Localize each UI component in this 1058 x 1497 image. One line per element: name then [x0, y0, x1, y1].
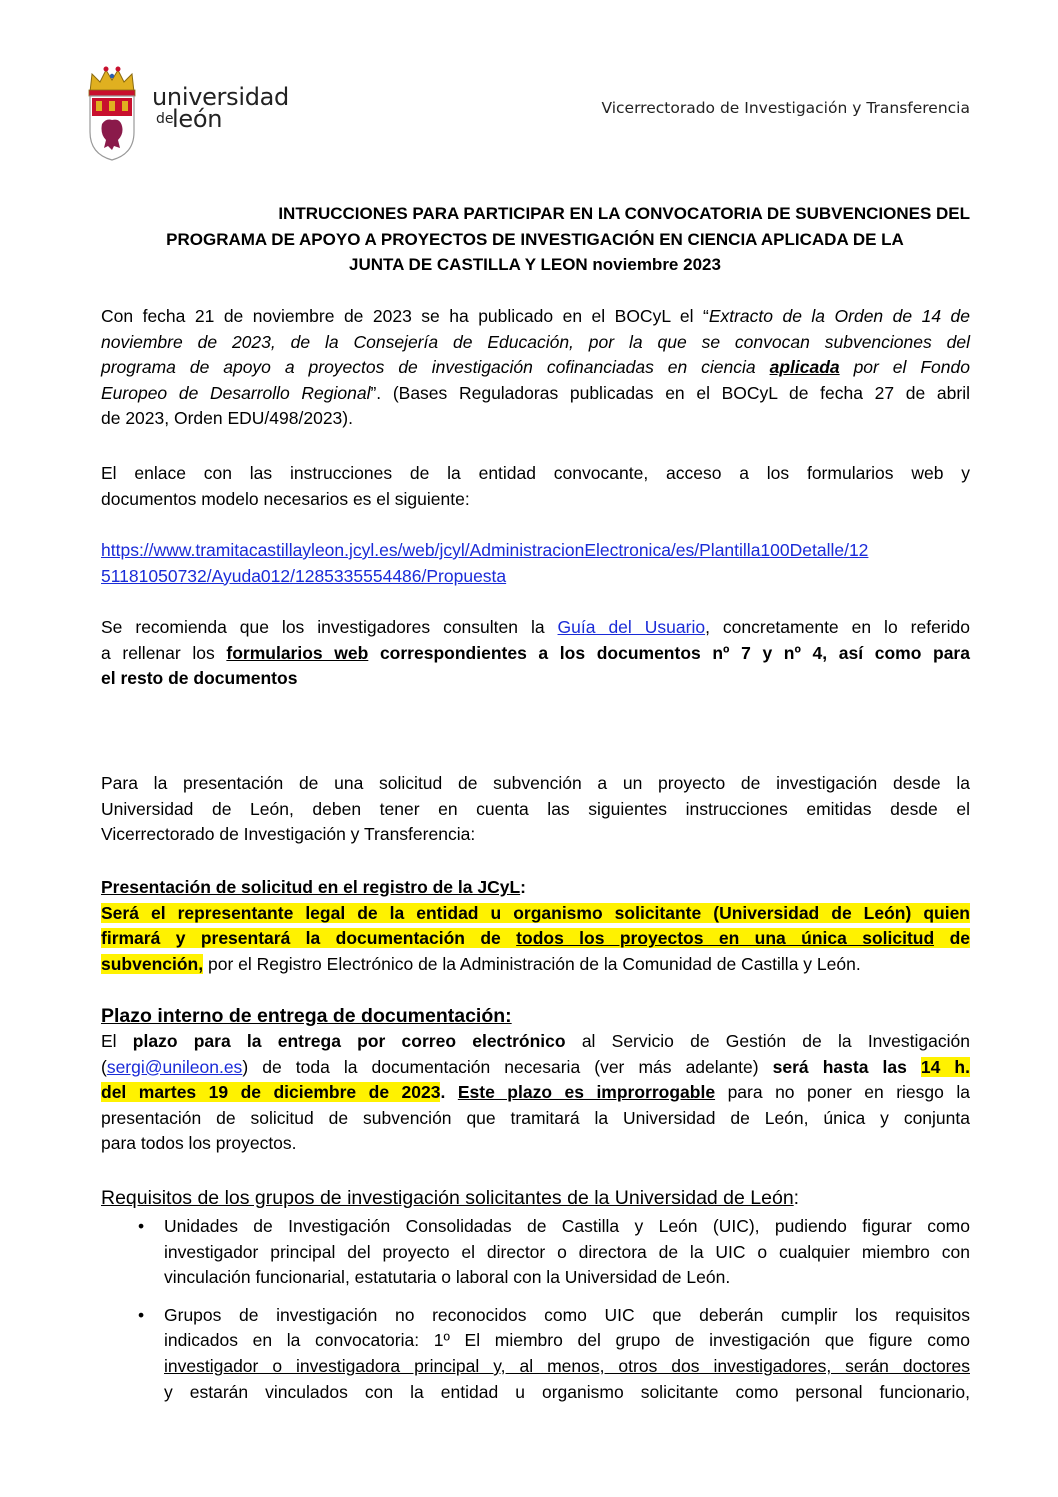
list-item: • Grupos de investigación no reconocidos como UIC que deberán cumplir los requisitos indicados en la convocatoria: 1º El miembro del grupo de investigación que figure como investigador o investigadora principal y, al menos, otros dos investigadores, serán doctores y estarán vinculados con la entidad u organismo solicitante como personal funcionario,	[138, 1304, 970, 1402]
instructions-intro-paragraph: Para la presentación de una solicitud de subvención a un proyecto de investigación desde la Universidad de León, deben tener en cuenta las siguientes instrucciones emitidas desde el Vicerrectorado de Investigación y Transferencia:	[101, 773, 970, 845]
bullet-icon: •	[138, 1216, 145, 1236]
convocatoria-link-line-2[interactable]: 51181050732/Ayuda012/1285335554486/Propuesta	[101, 565, 507, 586]
requirements-section: Requisitos de los grupos de investigación solicitantes de la Universidad de León:	[101, 1187, 800, 1209]
intro-paragraph: Con fecha 21 de noviembre de 2023 se ha publicado en el BOCyL el “Extracto de la Orden de 14 de noviembre de 2023, de la Consejería de Educación, por la que se convocan subvenciones del programa de apoyo a proyectos de investigación cofinanciadas en ciencia aplicada por el Fondo Europeo de Desarrollo Regional”. (Bases Reguladoras publicadas en el BOCyL de fecha 27 de abril de 2023, Orden EDU/498/2023).	[101, 306, 970, 429]
link-intro-paragraph: El enlace con las instrucciones de la entidad convocante, acceso a los formularios web y documentos modelo necesarios es el siguiente:	[101, 463, 970, 509]
university-logo	[80, 62, 292, 170]
title-line-2: PROGRAMA DE APOYO A PROYECTOS DE INVESTIGACIÓN EN CIENCIA APLICADA DE LA	[166, 229, 904, 249]
registration-section: Presentación de solicitud en el registro de la JCyL: Será el representante legal de la entidad u organismo solicitante (Universidad de León) quien firmará y presentará la documentación de todos los proyectos en una única solicitud de subvención, por el Registro Electrónico de la Administración de la Comunidad de Castilla y León.	[101, 877, 970, 974]
convocatoria-link[interactable]	[101, 538, 970, 589]
university-crest-icon	[80, 62, 144, 162]
title-line-3: JUNTA DE CASTILLA Y LEON noviembre 2023	[349, 255, 721, 274]
document-title	[100, 201, 970, 278]
list-item: • Unidades de Investigación Consolidadas de Castilla y León (UIC), pudiendo figurar como investigador principal del proyecto el director o directora de la UIC o cualquier miembro con vinculación funcionarial, estatutaria o laboral con la Universidad de León.	[138, 1216, 970, 1288]
requirements-section-heading: Requisitos de los grupos de investigación solicitantes de la Universidad de León	[101, 1187, 794, 1209]
department-header: Vicerrectorado de Investigación y Transferencia	[601, 99, 970, 117]
deadline-section: Plazo interno de entrega de documentación: El plazo para la entrega por correo electrónico al Servicio de Gestión de la Investigación (sergi@unileon.es) de toda la documentación necesaria (ver más adelante) será hasta las 14 h. del martes 19 de diciembre de 2023. Este plazo es improrrogable para no poner en riesgo la presentación de solicitud de subvención que tramitará la Universidad de León, única y conjunta para todos los proyectos.	[101, 1005, 970, 1154]
contact-email-link[interactable]: sergi@unileon.es	[106, 1056, 243, 1077]
title-line-1: INTRUCCIONES PARA PARTICIPAR EN LA CONVOCATORIA DE SUBVENCIONES DEL	[278, 204, 970, 223]
logo-wordmark-universidad: universidad	[152, 83, 289, 111]
registration-section-heading: Presentación de solicitud en el registro de la JCyL	[101, 877, 521, 897]
requirements-list	[130, 1214, 970, 1405]
logo-wordmark-leon: león	[172, 105, 223, 133]
deadline-section-heading: Plazo interno de entrega de documentación:	[101, 1005, 512, 1027]
convocatoria-link-line-1[interactable]: https://www.tramitacastillayleon.jcyl.es/web/jcyl/AdministracionElectronica/es/Plantilla100Detalle/12	[101, 540, 869, 560]
user-guide-paragraph: Se recomienda que los investigadores consulten la Guía del Usuario, concretamente en lo referido a rellenar los formularios web correspondientes a los documentos nº 7 y nº 4, así como para el resto de documentos	[101, 617, 970, 689]
bullet-icon: •	[138, 1304, 145, 1325]
logo-wordmark-de: de	[156, 111, 174, 127]
user-guide-link[interactable]: Guía del Usuario	[557, 617, 706, 637]
